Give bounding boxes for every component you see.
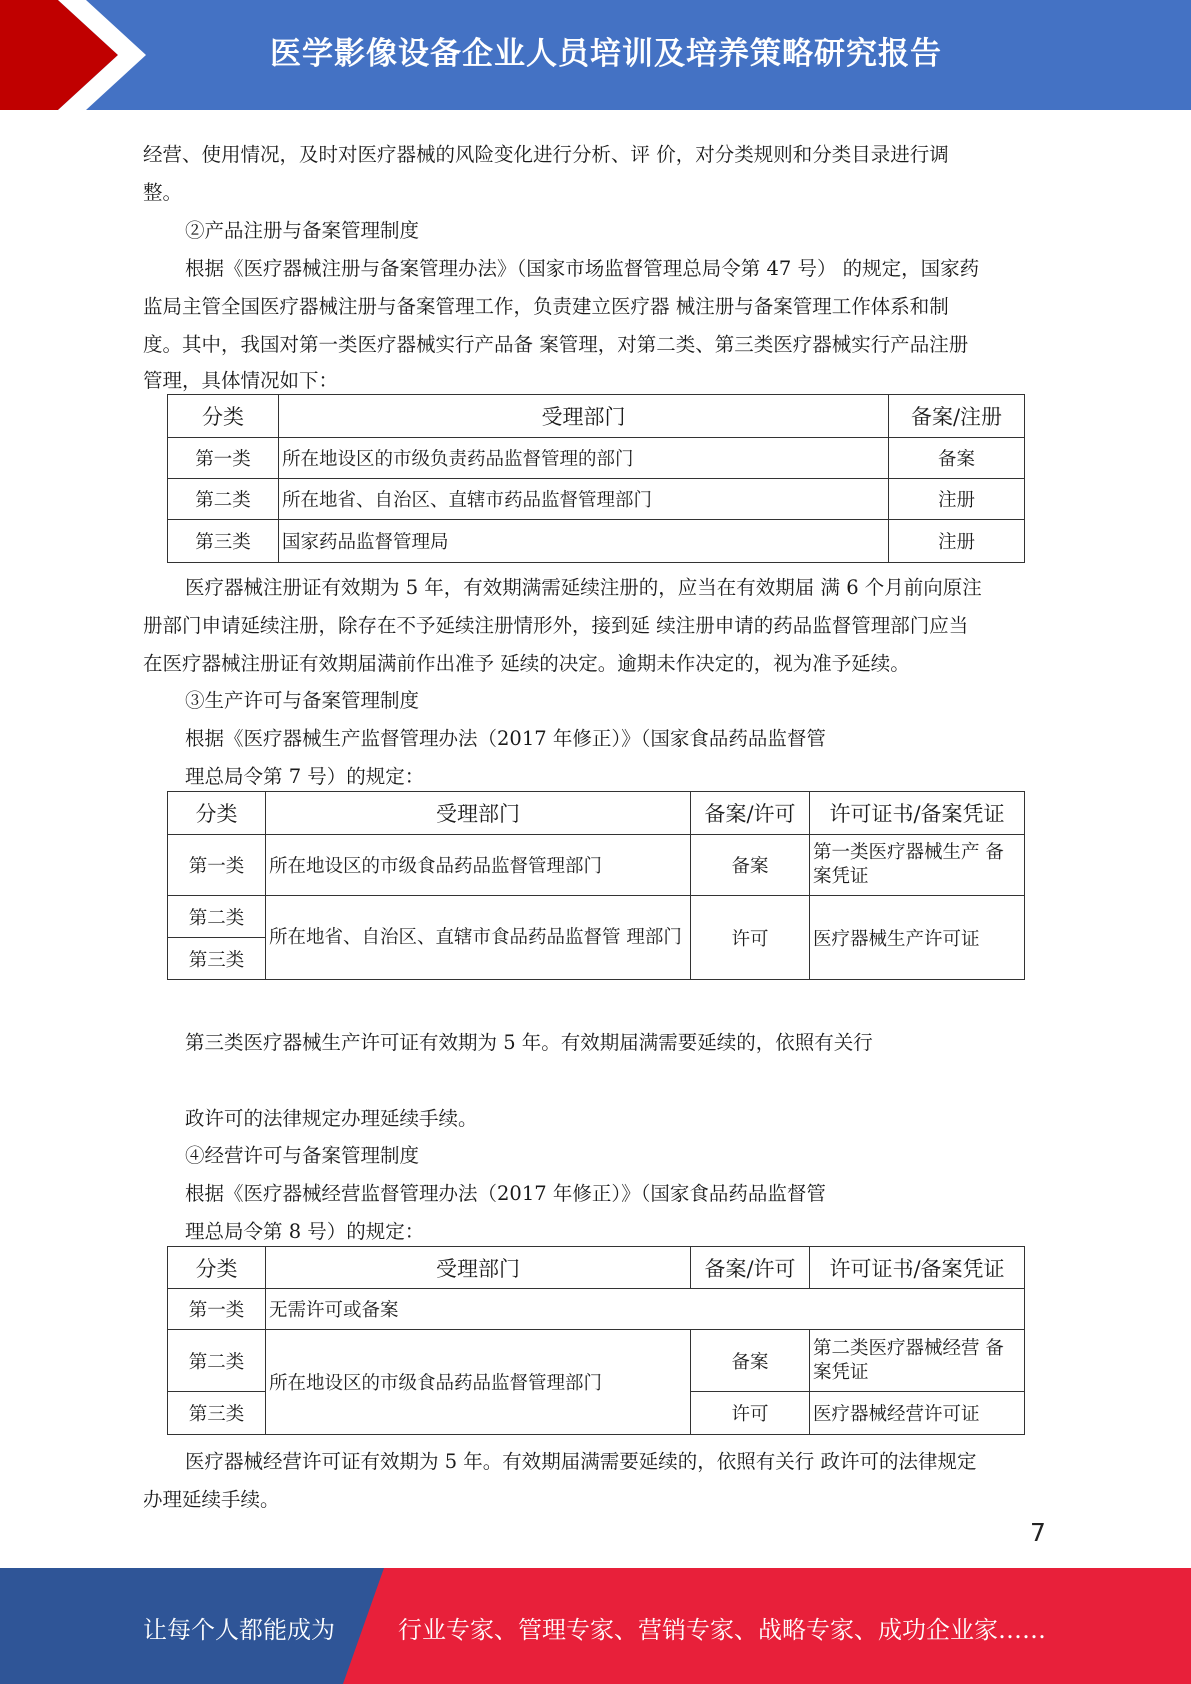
paragraph-line: 整。: [143, 181, 183, 204]
table-row: [168, 438, 1025, 479]
table-cell: 第一类: [168, 835, 266, 896]
paragraph-line: 根据《医疗器械注册与备案管理办法》（国家市场监督管理总局令第 47 号） 的规定，国家药: [185, 257, 980, 280]
section-heading: ④经营许可与备案管理制度: [185, 1144, 420, 1167]
table-header-cell: 许可证书/备案凭证: [810, 1247, 1025, 1289]
registration-table: [167, 394, 1025, 563]
table-cell: 第二类: [168, 896, 266, 938]
page-number: 7: [1030, 1518, 1046, 1547]
table-header-cell: 备案/许可: [691, 1247, 810, 1289]
paragraph-line: 管理，具体情况如下：: [143, 369, 339, 392]
table-header-cell: 受理部门: [266, 1247, 691, 1289]
section-heading: ②产品注册与备案管理制度: [185, 219, 420, 242]
table-header-row: [168, 792, 1025, 835]
table-cell: 第三类: [168, 1392, 266, 1435]
paragraph-line: 第三类医疗器械生产许可证有效期为 5 年。有效期届满需要延续的，依照有关行: [185, 1031, 873, 1054]
table-row: [168, 479, 1025, 520]
footer-slogan-right: 行业专家、管理专家、营销专家、战略专家、成功企业家……: [398, 1616, 1046, 1644]
table-row: [168, 835, 1025, 896]
table-cell: 第一类: [168, 1289, 266, 1330]
table-cell-merged: 所在地省、自治区、直辖市食品药品监督管 理部门: [266, 896, 691, 980]
operation-license-table: [167, 1246, 1025, 1435]
paragraph-line: 在医疗器械注册证有效期届满前作出准予 延续的决定。逾期未作决定的，视为准予延续。: [143, 652, 910, 675]
report-title: 医学影像设备企业人员培训及培养策略研究报告: [270, 36, 942, 72]
table-cell-merged: 许可: [691, 896, 810, 980]
footer-slogan-left: 让每个人都能成为: [143, 1616, 335, 1644]
table-row: [168, 1330, 1025, 1392]
table-cell: 第一类医疗器械生产 备案凭证: [810, 835, 1025, 896]
paragraph-line: 医疗器械注册证有效期为 5 年，有效期满需延续注册的，应当在有效期届 满 6 个月前向原注: [185, 576, 982, 599]
table-header-cell: 许可证书/备案凭证: [810, 792, 1025, 835]
paragraph-line: 医疗器械经营许可证有效期为 5 年。有效期届满需要延续的，依照有关行 政许可的法律规定: [185, 1450, 977, 1473]
table-cell: 第二类医疗器械经营 备案凭证: [810, 1330, 1025, 1392]
table-cell: 注册: [889, 520, 1025, 563]
table-cell: 备案: [691, 1330, 810, 1392]
table-cell: 所在地省、自治区、直辖市药品监督管理部门: [279, 479, 889, 520]
table-cell: 第二类: [168, 1330, 266, 1392]
table-header-cell: 受理部门: [266, 792, 691, 835]
table-row: [168, 896, 1025, 938]
paragraph-line: 政许可的法律规定办理延续手续。: [185, 1107, 478, 1130]
header-arrow-graphic: [0, 0, 200, 110]
table-cell: 许可: [691, 1392, 810, 1435]
table-cell: 注册: [889, 479, 1025, 520]
table-cell-merged: 所在地设区的市级食品药品监督管理部门: [266, 1330, 691, 1435]
table-cell: 第三类: [168, 520, 279, 563]
table-header-row: [168, 395, 1025, 438]
table-cell: 第二类: [168, 479, 279, 520]
table-header-row: [168, 1247, 1025, 1289]
paragraph-line: 理总局令第 8 号）的规定：: [185, 1220, 425, 1243]
table-header-cell: 分类: [168, 792, 266, 835]
paragraph-line: 度。其中，我国对第一类医疗器械实行产品备 案管理，对第二类、第三类医疗器械实行产品注册: [143, 333, 969, 356]
table-row: [168, 1289, 1025, 1330]
table-cell: 所在地设区的市级负责药品监督管理的部门: [279, 438, 889, 479]
paragraph-line: 办理延续手续。: [143, 1488, 280, 1511]
paragraph-line: 根据《医疗器械经营监督管理办法（2017 年修正）》（国家食品药品监督管: [185, 1182, 826, 1205]
table-header-cell: 备案/许可: [691, 792, 810, 835]
table-cell: 第一类: [168, 438, 279, 479]
table-cell-merged: 医疗器械生产许可证: [810, 896, 1025, 980]
table-cell: 第三类: [168, 938, 266, 980]
paragraph-line: 根据《医疗器械生产监督管理办法（2017 年修正）》（国家食品药品监督管: [185, 727, 826, 750]
table-header-cell: 分类: [168, 1247, 266, 1289]
table-cell: 备案: [691, 835, 810, 896]
table-row: [168, 520, 1025, 563]
table-header-cell: 备案/注册: [889, 395, 1025, 438]
table-header-cell: 受理部门: [279, 395, 889, 438]
paragraph-line: 理总局令第 7 号）的规定：: [185, 765, 425, 788]
paragraph-line: 监局主管全国医疗器械注册与备案管理工作，负责建立医疗器 械注册与备案管理工作体系和制: [143, 295, 949, 318]
paragraph-line: 册部门申请延续注册，除存在不予延续注册情形外，接到延 续注册申请的药品监督管理部门应当: [143, 614, 969, 637]
production-license-table: [167, 791, 1025, 980]
table-cell: 医疗器械经营许可证: [810, 1392, 1025, 1435]
table-cell: 无需许可或备案: [266, 1289, 1025, 1330]
table-cell: 所在地设区的市级食品药品监督管理部门: [266, 835, 691, 896]
paragraph-line: 经营、使用情况，及时对医疗器械的风险变化进行分析、评 价，对分类规则和分类目录进行调: [143, 143, 949, 166]
table-cell: 备案: [889, 438, 1025, 479]
table-cell: 国家药品监督管理局: [279, 520, 889, 563]
page-header: [0, 0, 1191, 110]
page-footer: [0, 1568, 1191, 1684]
section-heading: ③生产许可与备案管理制度: [185, 689, 420, 712]
table-header-cell: 分类: [168, 395, 279, 438]
